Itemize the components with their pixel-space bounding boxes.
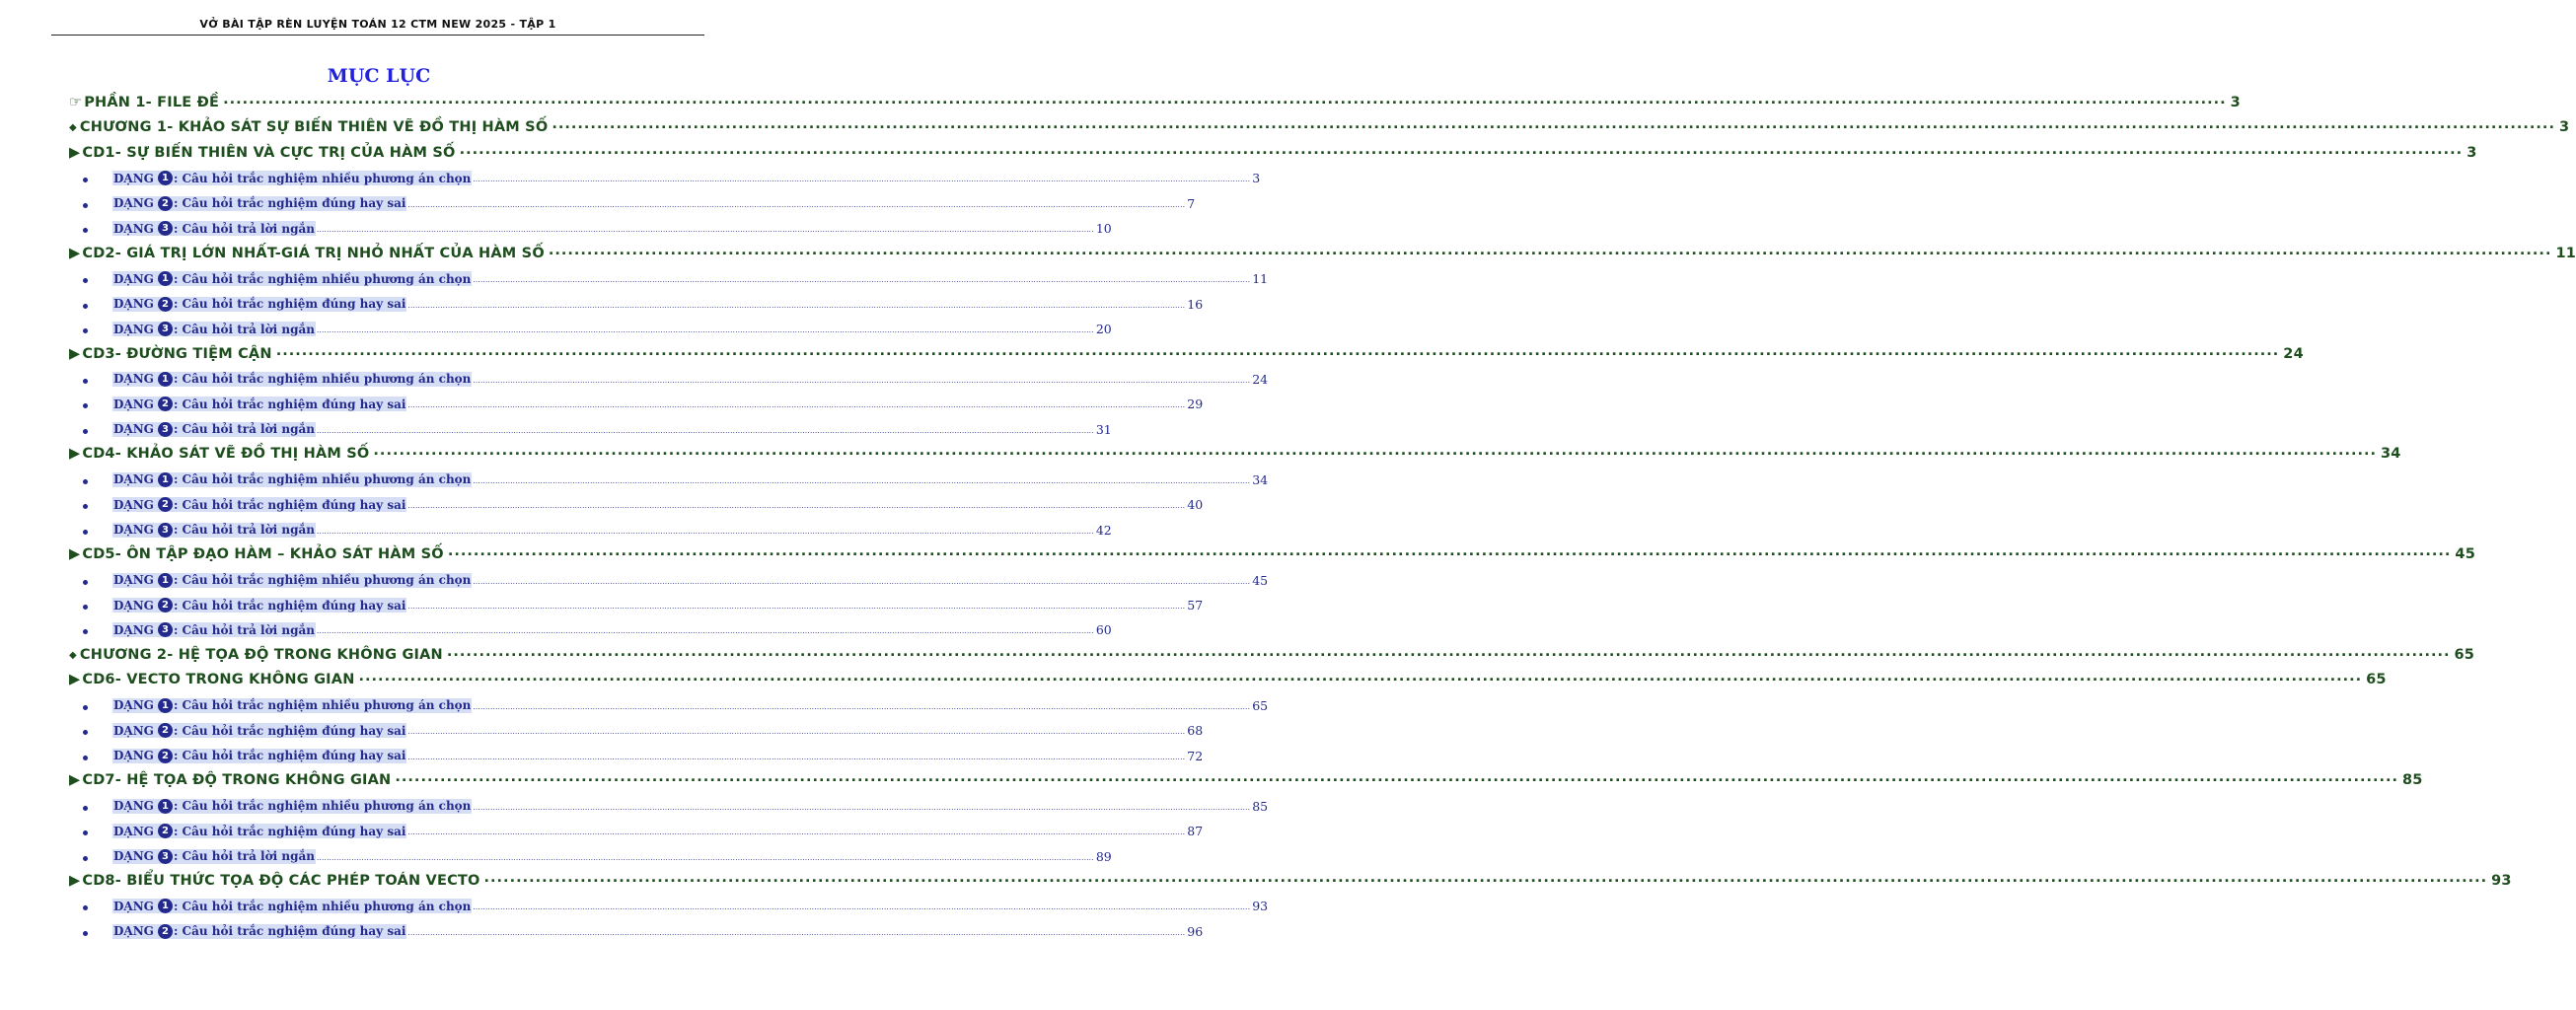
dot-leader: ........................................................................................................................................................................................................................................................................................................................ <box>358 669 2363 685</box>
toc-subentry-text: : Câu hỏi trắc nghiệm đúng hay sai <box>173 824 406 838</box>
toc-subentry-label <box>112 497 406 512</box>
dang-number-badge: 1 <box>158 899 173 913</box>
toc-subentry[interactable] <box>112 817 1204 838</box>
bullet-icon <box>83 379 88 384</box>
toc-entry-text: PHẦN 1- FILE ĐỀ <box>84 95 220 110</box>
toc-subentry-label <box>112 297 406 312</box>
toc-subentry-text: : Câu hỏi trắc nghiệm đúng hay sai <box>173 297 406 312</box>
toc-subentry-text: : Câu hỏi trắc nghiệm nhiều phương án chọn <box>173 698 472 713</box>
bullet-icon <box>83 530 88 535</box>
bullet-icon <box>83 429 88 434</box>
toc-subentry-text: : Câu hỏi trắc nghiệm đúng hay sai <box>173 497 406 512</box>
toc-subentry[interactable] <box>112 264 1269 287</box>
dang-label: DẠNG <box>113 422 154 437</box>
triangle-right-icon: ▶ <box>69 345 81 362</box>
toc-entry-text: CD7- HỆ TỌA ĐỘ TRONG KHÔNG GIAN <box>82 772 392 789</box>
toc-entry-topic[interactable] <box>69 766 2423 789</box>
dot-leader: ........................................................................................................................................................................................................................................................................................................................ <box>473 903 1251 912</box>
toc-subentry[interactable] <box>112 842 1112 864</box>
page-number: 85 <box>2402 772 2423 789</box>
toc-entry-text: CD2- GIÁ TRỊ LỚN NHẤT-GIÁ TRỊ NHỎ NHẤT CỦA HÀM SỐ <box>82 245 545 261</box>
toc-entry-text: CD6- VECTO TRONG KHÔNG GIAN <box>82 672 355 688</box>
bullet-icon <box>83 756 88 760</box>
triangle-right-icon: ▶ <box>69 245 81 261</box>
bullet-icon <box>83 504 88 509</box>
toc-subentry-text: : Câu hỏi trắc nghiệm đúng hay sai <box>173 196 406 211</box>
toc-subentry-text: : Câu hỏi trắc nghiệm nhiều phương án chọn <box>173 472 472 487</box>
dang-number-badge: 3 <box>158 422 173 437</box>
toc-subentry[interactable] <box>112 566 1269 588</box>
dot-leader: ........................................................................................................................................................................................................................................................................................................................ <box>223 92 2227 108</box>
toc-subentry-label <box>112 799 472 814</box>
toc-subentry-text: : Câu hỏi trắc nghiệm nhiều phương án chọn <box>173 573 472 588</box>
page-number: 24 <box>1252 371 1269 387</box>
page-number: 68 <box>1187 723 1204 739</box>
dot-leader: ........................................................................................................................................................................................................................................................................................................................ <box>473 803 1251 812</box>
page-number: 87 <box>1187 824 1204 838</box>
dot-leader: ........................................................................................................................................................................................................................................................................................................................ <box>473 476 1251 485</box>
header-rule <box>51 35 704 36</box>
triangle-right-icon: ▶ <box>69 546 81 563</box>
dang-number-badge: 1 <box>158 271 173 286</box>
toc-entry-topic[interactable] <box>69 666 2387 688</box>
dang-number-badge: 3 <box>158 523 173 538</box>
bullet-icon <box>83 403 88 408</box>
dot-leader: ........................................................................................................................................................................................................................................................................................................................ <box>275 342 2280 359</box>
toc-subentry[interactable] <box>112 691 1269 713</box>
dang-number-badge: 2 <box>158 924 173 939</box>
toc-subentry-text: : Câu hỏi trắc nghiệm nhiều phương án chọn <box>173 372 472 387</box>
dang-number-badge: 3 <box>158 622 173 637</box>
toc-subentry-text: : Câu hỏi trả lời ngắn <box>173 221 315 236</box>
bullet-icon <box>83 328 88 333</box>
toc-entry-topic[interactable] <box>69 440 2401 463</box>
page-number: 31 <box>1095 421 1112 437</box>
dot-leader: ........................................................................................................................................................................................................................................................................................................................ <box>473 702 1251 711</box>
toc-entry-text: CD1- SỰ BIẾN THIÊN VÀ CỰC TRỊ CỦA HÀM SỐ <box>82 144 456 161</box>
dang-label: DẠNG <box>113 171 154 185</box>
toc-subentry[interactable] <box>112 490 1204 513</box>
page-number: 93 <box>2491 872 2512 889</box>
pointing-hand-icon: ☞ <box>69 95 83 110</box>
page-number: 65 <box>1252 697 1269 713</box>
toc-subentry-text: : Câu hỏi trắc nghiệm nhiều phương án chọn <box>173 271 472 286</box>
dot-leader: ........................................................................................................................................................................................................................................................................................................................ <box>373 443 2378 460</box>
toc-subentry-text: : Câu hỏi trắc nghiệm đúng hay sai <box>173 749 406 763</box>
bullet-icon <box>83 278 88 283</box>
page-number: 29 <box>1187 397 1204 412</box>
page-number: 7 <box>1187 195 1196 211</box>
toc-subentry[interactable] <box>112 415 1112 437</box>
toc-subentry-label <box>112 824 406 838</box>
bullet-icon <box>83 806 88 811</box>
dot-leader: ........................................................................................................................................................................................................................................................................................................................ <box>395 769 2398 786</box>
toc-subentry[interactable] <box>112 365 1269 387</box>
dang-label: DẠNG <box>113 397 154 411</box>
toc-subentry-label <box>112 899 472 913</box>
toc-subentry-label <box>112 422 316 437</box>
toc-entry-text: CHƯƠNG 1- KHẢO SÁT SỰ BIẾN THIÊN VẼ ĐỒ THỊ HÀM SỐ <box>79 119 549 136</box>
page-number: 45 <box>2455 546 2476 563</box>
dot-leader: ........................................................................................................................................................................................................................................................................................................................ <box>407 401 1186 410</box>
page-number: 40 <box>1187 497 1204 513</box>
dang-number-badge: 1 <box>158 799 173 814</box>
dot-leader: ........................................................................................................................................................................................................................................................................................................................ <box>407 728 1186 737</box>
dang-label: DẠNG <box>113 723 154 738</box>
toc-subentry-label <box>112 196 406 211</box>
dang-number-badge: 3 <box>158 322 173 336</box>
page-number: 65 <box>2454 646 2475 663</box>
dang-number-badge: 3 <box>158 849 173 864</box>
dot-leader: ........................................................................................................................................................................................................................................................................................................................ <box>473 176 1251 184</box>
toc-subentry[interactable] <box>112 892 1269 914</box>
bullet-icon <box>83 228 88 233</box>
toc-subentry[interactable] <box>112 214 1112 237</box>
toc-subentry-text: : Câu hỏi trả lời ngắn <box>173 422 315 437</box>
dang-label: DẠNG <box>113 924 154 939</box>
dang-label: DẠNG <box>113 523 154 538</box>
dot-leader: ........................................................................................................................................................................................................................................................................................................................ <box>483 869 2488 886</box>
running-header: VỞ BÀI TẬP RÈN LUYỆN TOÁN 12 CTM NEW 2025 - TẬP 1 <box>199 18 556 31</box>
toc-subentry-label <box>112 523 316 538</box>
dot-leader: ........................................................................................................................................................................................................................................................................................................................ <box>447 543 2452 560</box>
bullet-icon <box>83 730 88 735</box>
page-number: 72 <box>1187 748 1204 763</box>
toc-entry-topic[interactable] <box>69 541 2476 563</box>
toc-subentry[interactable] <box>112 917 1204 939</box>
page-number: 11 <box>2555 245 2576 261</box>
bullet-icon <box>83 580 88 585</box>
toc-subentry-text: : Câu hỏi trả lời ngắn <box>173 849 315 863</box>
page-number: 20 <box>1095 322 1112 336</box>
page-number: 65 <box>2366 672 2387 688</box>
page-number: 10 <box>1095 221 1112 237</box>
dot-leader: ........................................................................................................................................................................................................................................................................................................................ <box>407 753 1186 761</box>
dot-leader: ........................................................................................................................................................................................................................................................................................................................ <box>407 200 1186 209</box>
dot-leader: ........................................................................................................................................................................................................................................................................................................................ <box>473 577 1251 586</box>
toc-entry-part[interactable] <box>69 89 2241 110</box>
dang-label: DẠNG <box>113 598 154 613</box>
toc-subentry[interactable] <box>112 390 1204 412</box>
toc-subentry-label <box>112 598 406 613</box>
dang-label: DẠNG <box>113 372 154 387</box>
dot-leader: ........................................................................................................................................................................................................................................................................................................................ <box>316 326 1094 334</box>
bullet-icon <box>83 178 88 182</box>
bullet-icon <box>83 905 88 910</box>
toc-subentry-label <box>112 472 472 487</box>
dot-leader: ........................................................................................................................................................................................................................................................................................................................ <box>407 603 1186 611</box>
dang-label: DẠNG <box>113 573 154 588</box>
dang-number-badge: 1 <box>158 698 173 713</box>
dang-number-badge: 2 <box>158 749 173 763</box>
toc-subentry-text: : Câu hỏi trắc nghiệm đúng hay sai <box>173 723 406 738</box>
dang-number-badge: 2 <box>158 598 173 613</box>
diamond-icon: ◆ <box>69 122 77 134</box>
dot-leader: ........................................................................................................................................................................................................................................................................................................................ <box>407 301 1186 310</box>
dang-number-badge: 3 <box>158 221 173 236</box>
dot-leader: ........................................................................................................................................................................................................................................................................................................................ <box>548 242 2552 258</box>
dang-label: DẠNG <box>113 799 154 814</box>
toc-subentry-label <box>112 749 406 763</box>
page-number: 93 <box>1252 899 1269 914</box>
toc-subentry[interactable] <box>112 792 1269 814</box>
dot-leader: ........................................................................................................................................................................................................................................................................................................................ <box>407 502 1186 511</box>
toc-entry-topic[interactable] <box>69 867 2512 889</box>
dot-leader: ........................................................................................................................................................................................................................................................................................................................ <box>407 928 1186 937</box>
page-number: 16 <box>1187 296 1204 312</box>
toc-subentry-text: : Câu hỏi trắc nghiệm đúng hay sai <box>173 924 406 939</box>
toc-subentry[interactable] <box>112 615 1112 638</box>
page-number: 96 <box>1187 923 1204 939</box>
page-number: 3 <box>2558 119 2570 136</box>
toc-subentry-label <box>112 698 472 713</box>
dang-label: DẠNG <box>113 622 154 637</box>
toc-entry-topic[interactable] <box>69 240 2576 261</box>
toc-entry-text: CD4- KHẢO SÁT VẼ ĐỒ THỊ HÀM SỐ <box>82 446 370 463</box>
dot-leader: ........................................................................................................................................................................................................................................................................................................................ <box>407 829 1186 836</box>
toc-entry-text: CD3- ĐƯỜNG TIỆM CẬN <box>82 345 272 362</box>
toc-subentry-text: : Câu hỏi trắc nghiệm đúng hay sai <box>173 397 406 411</box>
bullet-icon <box>83 856 88 861</box>
toc-subentry-text: : Câu hỏi trắc nghiệm đúng hay sai <box>173 598 406 613</box>
dang-number-badge: 2 <box>158 497 173 512</box>
page-number: 3 <box>2230 95 2241 110</box>
toc-subentry[interactable] <box>112 466 1269 487</box>
toc-subentry-label <box>112 622 316 637</box>
toc-subentry-text: : Câu hỏi trả lời ngắn <box>173 523 315 538</box>
toc-subentry[interactable] <box>112 742 1204 763</box>
dang-label: DẠNG <box>113 297 154 312</box>
toc-subentry-label <box>112 723 406 738</box>
toc-entry-text: CHƯƠNG 2- HỆ TỌA ĐỘ TRONG KHÔNG GIAN <box>79 646 443 663</box>
triangle-right-icon: ▶ <box>69 672 81 688</box>
dang-label: DẠNG <box>113 824 154 838</box>
toc-subentry-label <box>112 397 406 411</box>
dang-number-badge: 2 <box>158 824 173 838</box>
toc-entry-chapter[interactable] <box>69 641 2475 663</box>
page-number: 89 <box>1095 848 1112 864</box>
toc-subentry-label <box>112 573 472 588</box>
dang-number-badge: 2 <box>158 723 173 738</box>
dot-leader: ........................................................................................................................................................................................................................................................................................................................ <box>316 426 1094 435</box>
toc-subentry-text: : Câu hỏi trắc nghiệm nhiều phương án chọn <box>173 799 472 814</box>
page-number: 34 <box>1252 471 1269 487</box>
dang-number-badge: 1 <box>158 171 173 185</box>
dot-leader: ........................................................................................................................................................................................................................................................................................................................ <box>473 376 1251 385</box>
dang-number-badge: 1 <box>158 372 173 387</box>
triangle-right-icon: ▶ <box>69 772 81 789</box>
toc-subentry-label <box>112 171 472 185</box>
toc-entry-text: CD5- ÔN TẬP ĐẠO HÀM – KHẢO SÁT HÀM SỐ <box>82 546 444 563</box>
toc-subentry-text: : Câu hỏi trắc nghiệm nhiều phương án chọn <box>173 171 472 185</box>
toc-subentry[interactable] <box>112 716 1204 739</box>
dang-label: DẠNG <box>113 749 154 763</box>
toc-subentry-text: : Câu hỏi trả lời ngắn <box>173 622 315 637</box>
page-number: 11 <box>1252 271 1269 287</box>
dot-leader: ........................................................................................................................................................................................................................................................................................................................ <box>473 276 1251 285</box>
bullet-icon <box>83 931 88 936</box>
page-number: 3 <box>1252 171 1261 186</box>
toc-subentry[interactable] <box>112 516 1112 538</box>
page-number: 45 <box>1252 572 1269 588</box>
toc-subentry-label <box>112 372 472 387</box>
toc-subentry[interactable] <box>112 189 1196 211</box>
toc-subentry-label <box>112 322 316 336</box>
dang-label: DẠNG <box>113 322 154 336</box>
bullet-icon <box>83 830 88 835</box>
toc-subentry[interactable] <box>112 290 1204 312</box>
dang-label: DẠNG <box>113 196 154 211</box>
toc-subentry-label <box>112 924 406 939</box>
bullet-icon <box>83 629 88 634</box>
dang-label: DẠNG <box>113 221 154 236</box>
page-title: MỤC LỤC <box>327 65 431 87</box>
bullet-icon <box>83 479 88 484</box>
dot-leader: ........................................................................................................................................................................................................................................................................................................................ <box>316 527 1094 536</box>
diamond-icon: ◆ <box>69 649 77 661</box>
dot-leader: ........................................................................................................................................................................................................................................................................................................................ <box>446 643 2451 660</box>
dang-number-badge: 1 <box>158 573 173 588</box>
dang-label: DẠNG <box>113 698 154 713</box>
dang-number-badge: 2 <box>158 196 173 211</box>
toc-subentry[interactable] <box>112 164 1261 186</box>
page-number: 60 <box>1095 622 1112 638</box>
dang-number-badge: 2 <box>158 397 173 411</box>
toc-subentry-label <box>112 221 316 236</box>
toc-entry-topic[interactable] <box>69 340 2304 362</box>
dot-leader: ........................................................................................................................................................................................................................................................................................................................ <box>316 853 1094 862</box>
dang-label: DẠNG <box>113 472 154 487</box>
page-number: 85 <box>1252 798 1269 814</box>
triangle-right-icon: ▶ <box>69 144 81 161</box>
dang-label: DẠNG <box>113 271 154 286</box>
page-number: 42 <box>1095 522 1112 538</box>
toc-subentry[interactable] <box>112 591 1204 613</box>
dang-label: DẠNG <box>113 899 154 913</box>
bullet-icon <box>83 605 88 610</box>
dot-leader: ........................................................................................................................................................................................................................................................................................................................ <box>459 141 2464 158</box>
page-number: 3 <box>2466 144 2477 161</box>
toc-subentry-text: : Câu hỏi trả lời ngắn <box>173 322 315 336</box>
bullet-icon <box>83 203 88 208</box>
dang-label: DẠNG <box>113 849 154 863</box>
dot-leader: ........................................................................................................................................................................................................................................................................................................................ <box>316 627 1094 636</box>
toc-subentry-label <box>112 271 472 286</box>
dang-label: DẠNG <box>113 497 154 512</box>
toc-entry-topic[interactable] <box>69 139 2477 161</box>
dot-leader: ........................................................................................................................................................................................................................................................................................................................ <box>552 116 2555 133</box>
page-number: 24 <box>2283 345 2304 362</box>
toc-entry-chapter[interactable] <box>69 113 2570 136</box>
bullet-icon <box>83 705 88 710</box>
dang-number-badge: 2 <box>158 297 173 312</box>
bullet-icon <box>83 304 88 309</box>
dang-number-badge: 1 <box>158 472 173 487</box>
toc-entry-text: CD8- BIỂU THỨC TỌA ĐỘ CÁC PHÉP TOÁN VECTO <box>82 872 480 889</box>
dot-leader: ........................................................................................................................................................................................................................................................................................................................ <box>316 226 1094 235</box>
toc-subentry-label <box>112 849 316 864</box>
toc-subentry[interactable] <box>112 315 1112 336</box>
toc-subentry-text: : Câu hỏi trắc nghiệm nhiều phương án chọn <box>173 899 472 913</box>
triangle-right-icon: ▶ <box>69 446 81 463</box>
page-number: 34 <box>2381 446 2401 463</box>
page-number: 57 <box>1187 598 1204 613</box>
triangle-right-icon: ▶ <box>69 872 81 889</box>
